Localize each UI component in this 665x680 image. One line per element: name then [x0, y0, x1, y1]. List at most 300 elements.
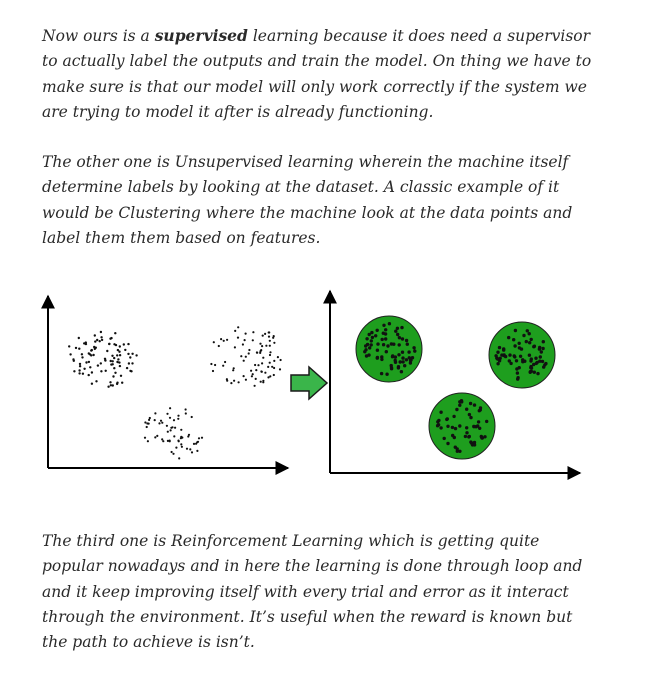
data-point [451, 434, 454, 437]
right-plot [330, 291, 580, 473]
data-point [485, 420, 488, 423]
data-point [106, 350, 108, 352]
data-point [78, 348, 80, 350]
data-point [508, 359, 511, 362]
data-point [368, 333, 371, 336]
data-point [88, 361, 90, 363]
data-point [405, 339, 408, 342]
data-point [382, 332, 385, 335]
data-point [127, 353, 129, 355]
data-point [180, 429, 182, 431]
paragraph-reinforcement: The third one is Reinforcement Learning which is getting quite popular nowadays and in here the learning is done through loop and and it keep improving itself with every trial and error as it interact through the environment. It’s useful when the reward is known but the path to achieve is isn’t. [42, 532, 583, 652]
cluster-circle-right [489, 322, 555, 388]
data-point [100, 336, 102, 338]
data-point [185, 412, 187, 414]
data-point [384, 337, 387, 340]
data-point [251, 375, 253, 377]
data-point [533, 345, 536, 348]
data-point [400, 326, 403, 329]
data-point [385, 350, 388, 353]
data-point [260, 381, 262, 383]
data-point [252, 373, 254, 375]
data-point [252, 331, 254, 333]
data-point [401, 356, 404, 359]
data-point [522, 334, 525, 337]
data-point [100, 362, 102, 364]
data-point [166, 425, 168, 427]
data-point [191, 451, 193, 453]
data-point [473, 425, 476, 428]
data-point [403, 364, 406, 367]
data-point [193, 443, 195, 445]
data-point [469, 416, 472, 419]
data-point [535, 362, 538, 365]
data-point [401, 337, 404, 340]
data-point [186, 448, 188, 450]
data-point [99, 340, 101, 342]
data-point [513, 354, 516, 357]
data-point [469, 402, 472, 405]
data-point [264, 372, 266, 374]
data-point [405, 358, 408, 361]
data-point [156, 435, 158, 437]
data-point [257, 364, 259, 366]
data-point [267, 366, 269, 368]
data-point [245, 379, 247, 381]
p1-bold-supervised: supervised [154, 26, 248, 45]
data-point [214, 364, 216, 366]
data-point [269, 354, 271, 356]
left-scatter-points [68, 326, 282, 459]
data-point [271, 366, 273, 368]
data-point [172, 453, 174, 455]
data-point [238, 381, 240, 383]
data-point [401, 351, 404, 354]
data-point [144, 421, 146, 423]
data-point [175, 447, 177, 449]
data-point [73, 370, 75, 372]
data-point [273, 374, 275, 376]
data-point [119, 354, 121, 356]
data-point [446, 442, 449, 445]
data-point [107, 386, 109, 388]
data-point [496, 351, 499, 354]
data-point [407, 350, 410, 353]
data-point [89, 353, 91, 355]
data-point [171, 451, 173, 453]
data-point [124, 349, 126, 351]
data-point [397, 366, 400, 369]
data-point [465, 408, 468, 411]
data-point [483, 435, 486, 438]
data-point [460, 400, 463, 403]
data-point [516, 376, 519, 379]
data-point [477, 420, 480, 423]
data-point [126, 367, 128, 369]
data-point [269, 340, 271, 342]
data-point [123, 343, 125, 345]
data-point [160, 420, 162, 422]
data-point [540, 350, 543, 353]
data-point [224, 361, 226, 363]
data-point [148, 419, 150, 421]
data-point [538, 346, 541, 349]
data-point [400, 370, 403, 373]
data-point [154, 419, 156, 421]
data-point [81, 356, 83, 358]
data-point [446, 417, 449, 420]
data-point [116, 383, 118, 385]
p1-suffix: learning because it does need a supervisor to actually label the outputs and train the model. On thing we have to make sure is that our model will only work correctly if the system we are trying to model it after is already functioning. [42, 27, 592, 121]
data-point [406, 343, 409, 346]
data-point [128, 362, 130, 364]
data-point [542, 365, 545, 368]
data-point [100, 370, 102, 372]
data-point [397, 353, 400, 356]
data-point [158, 422, 160, 424]
data-point [114, 372, 116, 374]
data-point [528, 341, 531, 344]
data-point [364, 344, 367, 347]
data-point [508, 353, 511, 356]
data-point [538, 360, 541, 363]
transform-arrow-icon [291, 367, 327, 399]
data-point [234, 346, 236, 348]
data-point [223, 340, 225, 342]
data-point [528, 354, 531, 357]
data-point [240, 355, 242, 357]
data-point [79, 365, 81, 367]
data-point [78, 337, 80, 339]
data-point [264, 333, 266, 335]
data-point [458, 424, 461, 427]
data-point [237, 337, 239, 339]
data-point [112, 360, 114, 362]
data-point [162, 440, 164, 442]
data-point [210, 363, 212, 365]
data-point [507, 336, 510, 339]
data-point [90, 349, 92, 351]
data-point [529, 370, 532, 373]
data-point [82, 373, 84, 375]
data-point [85, 361, 87, 363]
data-point [394, 359, 397, 362]
data-point [146, 426, 148, 428]
data-point [118, 361, 120, 363]
data-point [262, 335, 264, 337]
data-point [173, 419, 175, 421]
data-point [112, 375, 114, 377]
data-point [201, 437, 203, 439]
data-point [131, 353, 133, 355]
data-point [365, 354, 368, 357]
data-point [111, 355, 113, 357]
data-point [280, 359, 282, 361]
data-point [68, 345, 70, 347]
data-point [518, 346, 521, 349]
data-point [114, 332, 116, 334]
data-point [381, 338, 384, 341]
data-point [69, 353, 71, 355]
data-point [177, 418, 179, 420]
data-point [513, 344, 516, 347]
data-point [180, 443, 182, 445]
data-point [267, 376, 269, 378]
data-point [443, 437, 446, 440]
data-point [363, 350, 366, 353]
data-point [147, 440, 149, 442]
data-point [110, 337, 112, 339]
data-point [385, 373, 388, 376]
data-point [127, 343, 129, 345]
data-point [170, 429, 172, 431]
data-point [456, 447, 459, 450]
data-point [109, 381, 111, 383]
data-point [169, 417, 171, 419]
data-point [222, 365, 224, 367]
data-point [83, 368, 85, 370]
data-point [104, 358, 106, 360]
data-point [100, 331, 102, 333]
data-point [530, 366, 533, 369]
data-point [465, 431, 468, 434]
data-point [464, 435, 467, 438]
data-point [390, 366, 393, 369]
data-point [254, 364, 256, 366]
data-point [233, 367, 235, 369]
data-point [544, 362, 547, 365]
data-point [244, 339, 246, 341]
data-point [117, 358, 119, 360]
data-point [260, 370, 262, 372]
data-point [167, 440, 169, 442]
data-point [504, 355, 507, 358]
data-point [269, 345, 271, 347]
data-point [220, 338, 222, 340]
data-point [233, 380, 235, 382]
data-point [129, 370, 131, 372]
data-point [374, 334, 377, 337]
data-point [248, 349, 250, 351]
data-point [370, 343, 373, 346]
data-point [269, 351, 271, 353]
data-point [212, 370, 214, 372]
data-point [436, 424, 439, 427]
data-point [273, 367, 275, 369]
data-point [245, 356, 247, 358]
data-point [118, 351, 120, 353]
data-point [376, 349, 379, 352]
data-point [92, 354, 94, 356]
data-point [526, 329, 529, 332]
left-plot [48, 296, 288, 468]
data-point [394, 330, 397, 333]
data-point [398, 336, 401, 339]
data-point [243, 360, 245, 362]
data-point [476, 424, 479, 427]
data-point [279, 368, 281, 370]
data-point [131, 362, 133, 364]
data-point [516, 371, 519, 374]
data-point [113, 343, 115, 345]
data-point [382, 324, 385, 327]
data-point [269, 362, 271, 364]
data-point [196, 441, 198, 443]
data-point [454, 427, 457, 430]
data-point [198, 437, 200, 439]
data-point [94, 334, 96, 336]
data-point [144, 437, 146, 439]
data-point [519, 355, 522, 358]
data-point [119, 345, 121, 347]
data-point [178, 457, 180, 459]
data-point [149, 417, 151, 419]
data-point [380, 372, 383, 375]
data-point [398, 343, 401, 346]
data-point [161, 422, 163, 424]
data-point [437, 419, 440, 422]
data-point [261, 362, 263, 364]
data-point [108, 343, 110, 345]
data-point [376, 356, 379, 359]
data-point [94, 348, 96, 350]
data-point [248, 352, 250, 354]
data-point [384, 328, 387, 331]
data-point [413, 349, 416, 352]
data-point [81, 353, 83, 355]
data-point [262, 357, 264, 359]
data-point [91, 383, 93, 385]
data-point [451, 426, 454, 429]
data-point [439, 411, 442, 414]
data-point [500, 353, 503, 356]
data-point [169, 407, 171, 409]
data-point [401, 360, 404, 363]
data-point [78, 372, 80, 374]
data-point [101, 339, 103, 341]
data-point [396, 333, 399, 336]
data-point [91, 371, 93, 373]
data-point [458, 404, 461, 407]
data-point [525, 340, 528, 343]
data-point [365, 337, 368, 340]
data-point [226, 380, 228, 382]
data-point [382, 343, 385, 346]
data-point [498, 359, 501, 362]
data-point [173, 435, 175, 437]
data-point [189, 448, 191, 450]
data-point [392, 343, 395, 346]
data-point [252, 339, 254, 341]
data-point [273, 342, 275, 344]
data-point [479, 406, 482, 409]
data-point [121, 382, 123, 384]
data-point [95, 380, 97, 382]
data-point [242, 343, 244, 345]
data-point [529, 359, 532, 362]
data-point [177, 440, 179, 442]
data-point [237, 326, 239, 328]
data-point [388, 322, 391, 325]
data-point [514, 329, 517, 332]
data-point [259, 343, 261, 345]
data-point [261, 345, 263, 347]
data-point [277, 356, 279, 358]
data-point [79, 363, 81, 365]
paragraph-supervised [42, 23, 602, 125]
data-point [498, 346, 501, 349]
data-point [515, 359, 518, 362]
data-point [254, 385, 256, 387]
data-point [135, 354, 137, 356]
data-point [468, 413, 471, 416]
data-point [539, 355, 542, 358]
data-point [446, 425, 449, 428]
data-point [255, 378, 257, 380]
data-point [119, 365, 121, 367]
data-point [89, 366, 91, 368]
data-point [116, 354, 118, 356]
data-point [250, 370, 252, 372]
data-point [97, 364, 99, 366]
data-point [96, 339, 98, 341]
data-point [521, 358, 524, 361]
data-point [467, 435, 470, 438]
data-point [129, 356, 131, 358]
data-point [226, 339, 228, 341]
data-point [94, 340, 96, 342]
data-point [536, 372, 539, 375]
data-point [196, 450, 198, 452]
data-point [396, 327, 399, 330]
data-point [72, 358, 74, 360]
data-point [268, 336, 270, 338]
data-point [376, 329, 379, 332]
paragraph-unsupervised: The other one is Unsupervised learning wherein the machine itself determine labels by looking at the dataset. A classic example of it would be Clustering where the machine look at the data points and label them them based on features. [42, 153, 573, 247]
data-point [110, 384, 112, 386]
data-point [541, 347, 544, 350]
data-point [188, 434, 190, 436]
data-point [370, 339, 373, 342]
data-point [439, 426, 442, 429]
data-point [185, 408, 187, 410]
data-point [232, 369, 234, 371]
data-point [112, 363, 114, 365]
data-point [394, 355, 397, 358]
data-point [120, 375, 122, 377]
data-point [256, 351, 258, 353]
data-point [542, 340, 545, 343]
data-point [181, 437, 183, 439]
data-point [113, 367, 115, 369]
data-point [528, 332, 531, 335]
clustering-figure [0, 280, 665, 490]
data-point [146, 422, 148, 424]
data-point [473, 443, 476, 446]
data-point [512, 338, 515, 341]
data-point [88, 374, 90, 376]
data-point [386, 344, 389, 347]
data-point [166, 413, 168, 415]
data-point [371, 336, 374, 339]
data-point [213, 341, 215, 343]
data-point [154, 412, 156, 414]
data-point [518, 342, 521, 345]
data-point [380, 358, 383, 361]
data-point [518, 366, 521, 369]
data-point [243, 375, 245, 377]
data-point [78, 369, 80, 371]
